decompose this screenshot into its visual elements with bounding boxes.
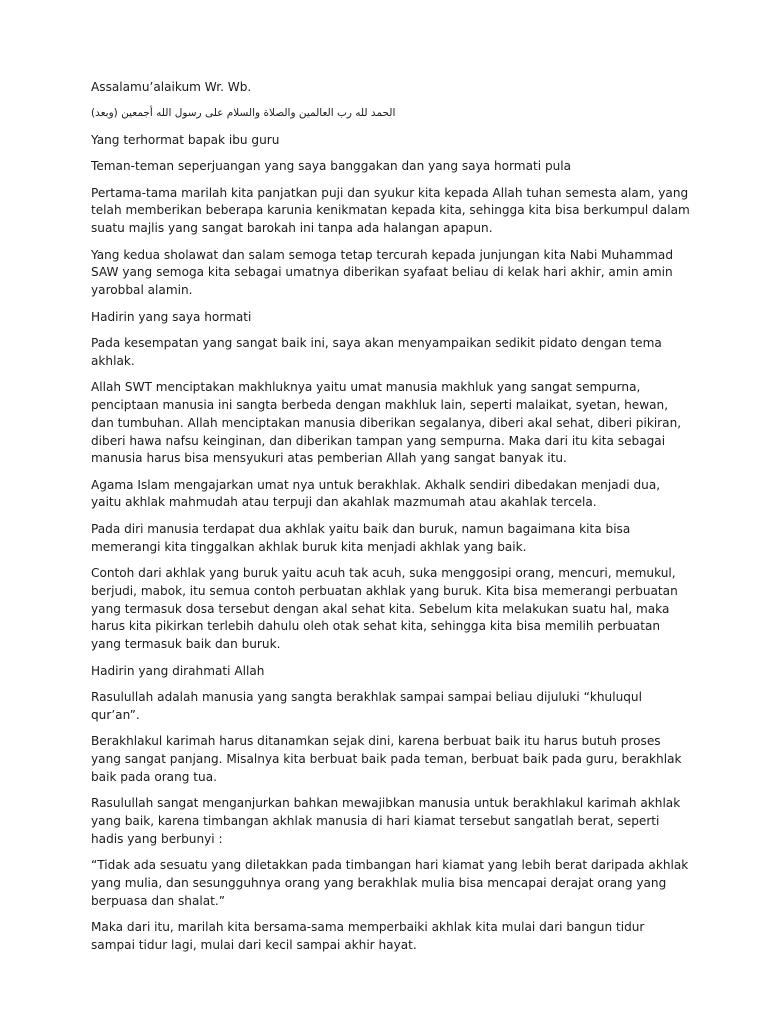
paragraph-hadith-quote: “Tidak ada sesuatu yang diletakkan pada timbangan hari kiamat yang lebih berat daripada akhlak yang mulia, dan sesungguhnya orang yang berakhlak mulia bisa mencapai derajat orang yang berpuasa dan shalat.” [91, 858, 689, 908]
paragraph-sholawat: Yang kedua sholawat dan salam semoga tetap tercurah kepada junjungan kita Nabi Muhammad SAW yang semoga kita sebagai umatnya diberikan syafaat beliau di kelak hari akhir, amin amin yarobbal alamin. [91, 247, 673, 298]
paragraph-creation: Allah SWT menciptakan makhluknya yaitu umat manusia makhluk yang sangat sempurna, penciptaan manusia ini sangta berbeda dengan makhluk lain, seperti malaikat, syetan, hewan, dan tumbuhan. Allah menciptakan manusia diberikan segalanya, diberi akal sehat, diberi pikiran, diberi hawa nafsu keinginan, dan diberikan tampan yang sempurna. Maka dari itu kita sebagai manusia harus bisa mensyukuri atas pemberian Allah yang sangat banyak itu. [91, 380, 682, 466]
paragraph-gratitude: Pertama-tama marilah kita panjatkan puji dan syukur kita kepada Allah tuhan semesta alam, yang telah memberikan beberapa karunia kenikmatan kepada kita, sehingga kita bisa berkumpul dalam suatu majlis yang sangat barokah ini tanpa ada halangan apapun. [91, 185, 690, 236]
paragraph-topic-intro: Pada kesempatan yang sangat baik ini, saya akan menyampaikan sedikit pidato dengan tema akhlak. [91, 335, 662, 368]
arabic-opening-line: الحمد لله رب العالمين والصلاة والسلام على رسول الله أجمعين (وبعد) [91, 107, 396, 120]
paragraph-salutation-friends: Teman-teman seperjuangan yang saya banggakan dan yang saya hormati pula [91, 159, 572, 174]
document-page [91, 79, 691, 963]
paragraph-akhlak-types: Agama Islam mengajarkan umat nya untuk berakhlak. Akhalk sendiri dibedakan menjadi dua, yaitu akhlak mahmudah atau terpuji dan akahlak mazmumah atau akahlak tercela. [91, 477, 661, 510]
paragraph-rasulullah: Rasulullah adalah manusia yang sangta berakhlak sampai sampai beliau dijuluki “khuluqul qur’an”. [91, 690, 642, 722]
paragraph-good-and-bad: Pada diri manusia terdapat dua akhlak yaitu baik dan buruk, namun bagaimana kita bisa memerangi kita tinggalkan akhlak buruk kita menjadi akhlak yang baik. [91, 521, 631, 554]
paragraph-audience-address-1: Hadirin yang saya hormati [91, 309, 252, 324]
paragraph-karimah: Berakhlakul karimah harus ditanamkan sejak dini, karena berbuat baik itu harus butuh proses yang sangat panjang. Misalnya kita berbuat baik pada teman, berbuat baik pada guru, berakhlak baik pada orang tua. [91, 734, 682, 784]
paragraph-bad-examples: Contoh dari akhlak yang buruk yaitu acuh tak acuh, suka menggosipi orang, mencuri, memukul, berjudi, mabok, itu semua contoh perbuatan akhlak yang buruk. Kita bisa memerangi perbuatan yang termasuk dosa tersebut dengan akal sehat kita. Sebelum kita melakukan suatu hal, maka harus kita pikirkan terlebih dahulu oleh otak sehat kita, sehingga kita bisa memilih perbuatan yang termasuk baik dan buruk. [91, 566, 678, 652]
paragraph-salutation-teachers: Yang terhormat bapak ibu guru [91, 132, 280, 147]
paragraph-closing: Maka dari itu, marilah kita bersama-sama memperbaiki akhlak kita mulai dari bangun tidur sampai tidur lagi, mulai dari kecil sampai akhir hayat. [91, 920, 645, 952]
paragraph-hadith-intro: Rasulullah sangat menganjurkan bahkan mewajibkan manusia untuk berakhlakul karimah akhlak yang baik, karena timbangan akhlak manusia di hari kiamat tersebut sangatlah berat, seperti hadis yang berbunyi : [91, 796, 681, 846]
greeting-line: Assalamu’alaikum Wr. Wb. [91, 80, 252, 94]
paragraph-audience-address-2: Hadirin yang dirahmati Allah [91, 663, 265, 678]
